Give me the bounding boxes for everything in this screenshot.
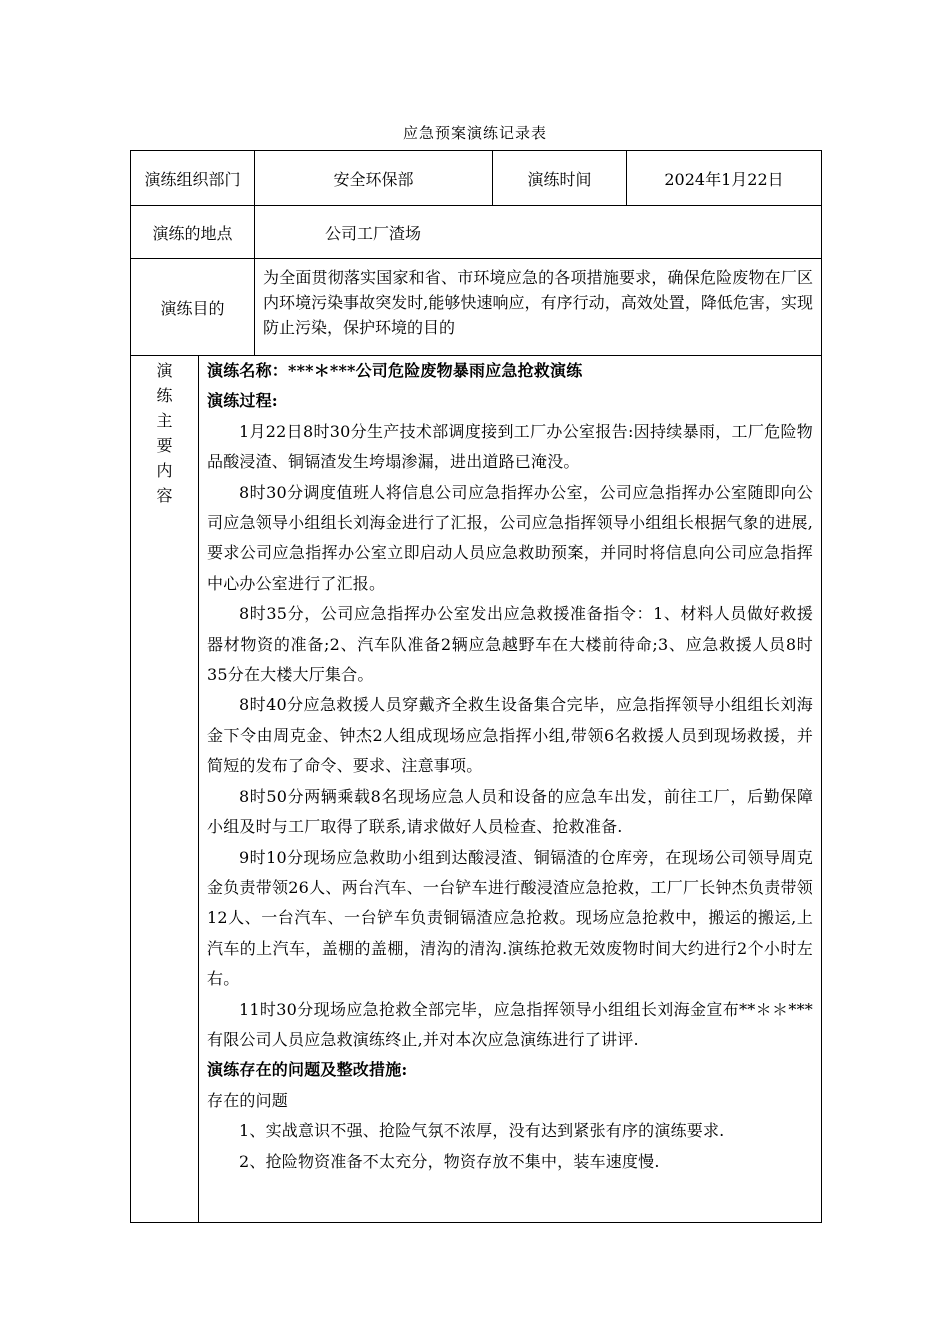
issue-item: 1、实战意识不强、抢险气氛不浓厚，没有达到紧张有序的演练要求. [239, 1121, 725, 1141]
content-label-char: 主 [156, 411, 173, 430]
location-value: 公司工厂渣场 [255, 206, 822, 259]
process-paragraph: 8时35分，公司应急指挥办公室发出应急救援准备指令：1、材料人员做好救援器材物资的准备;2、汽车队准备2辆应急越野车在大楼前待命;3、应急救援人员8时35分在大楼大厅集合。 [207, 604, 814, 685]
issue-item: 2、抢险物资准备不太充分，物资存放不集中，装车速度慢. [239, 1151, 660, 1171]
time-value: 2024年1月22日 [627, 151, 822, 206]
purpose-text: 为全面贯彻落实国家和省、市环境应急的各项措施要求，确保危险废物在厂区内环境污染事故突发时,能够快速响应，有序行动，高效处置，降低危害，实现防止污染，保护环境的目的 [255, 259, 822, 356]
content-label-char: 要 [156, 436, 173, 455]
location-label: 演练的地点 [131, 206, 255, 259]
content-label-char: 容 [156, 486, 173, 505]
drill-content [199, 356, 822, 1223]
purpose-label: 演练目的 [131, 259, 255, 356]
org-value: 安全环保部 [255, 151, 493, 206]
time-label: 演练时间 [493, 151, 627, 206]
process-paragraph: 8时40分应急救援人员穿戴齐全救生设备集合完毕，应急指挥领导小组组长刘海金下令由周克金、钟杰2人组成现场应急指挥小组,带领6名救援人员到现场救援，并简短的发布了命令、要求、注意事项。 [207, 695, 814, 776]
drill-record-table [130, 150, 822, 1223]
content-label [131, 356, 199, 1223]
issues-heading: 演练存在的问题及整改措施: [207, 1060, 408, 1080]
content-label-char: 练 [156, 386, 173, 405]
drill-name-heading: 演练名称：***＊***公司危险废物暴雨应急抢救演练 [207, 361, 583, 380]
content-label-char: 内 [156, 461, 173, 480]
org-label: 演练组织部门 [131, 151, 255, 206]
process-paragraph: 8时30分调度值班人将信息公司应急指挥办公室，公司应急指挥办公室随即向公司应急领导小组组长刘海金进行了汇报，公司应急指挥领导小组组长根据气象的进展,要求公司应急指挥办公室立即启动人员应急救助预案，并同时将信息向公司应急指挥中心办公室进行了汇报。 [207, 482, 814, 593]
page-title: 应急预案演练记录表 [402, 124, 547, 142]
process-paragraph: 11时30分现场应急抢救全部完毕，应急指挥领导小组组长刘海金宣布**＊＊***有限公司人员应急救演练终止,并对本次应急演练进行了讲评. [207, 999, 814, 1049]
content-label-char: 演 [156, 361, 173, 380]
process-paragraph: 1月22日8时30分生产技术部调度接到工厂办公室报告:因持续暴雨，工厂危险物品酸浸渣、铜镉渣发生垮塌渗漏，进出道路已淹没。 [207, 421, 814, 472]
process-paragraph: 8时50分两辆乘载8名现场应急人员和设备的应急车出发，前往工厂，后勤保障小组及时与工厂取得了联系,请求做好人员检查、抢救准备. [207, 786, 814, 837]
process-heading: 演练过程: [207, 391, 278, 411]
process-paragraph: 9时10分现场应急救助小组到达酸浸渣、铜镉渣的仓库旁，在现场公司领导周克金负责带领26人、两台汽车、一台铲车进行酸浸渣应急抢救，工厂厂长钟杰负责带领12人、一台汽车、一台铲车负责铜镉渣应急抢救。现场应急抢救中，搬运的搬运,上汽车的上汽车，盖棚的盖棚，清沟的清沟.演练抢救无效废物时间大约进行2个小时左右。 [207, 847, 814, 989]
issues-subheading: 存在的问题 [207, 1090, 289, 1110]
